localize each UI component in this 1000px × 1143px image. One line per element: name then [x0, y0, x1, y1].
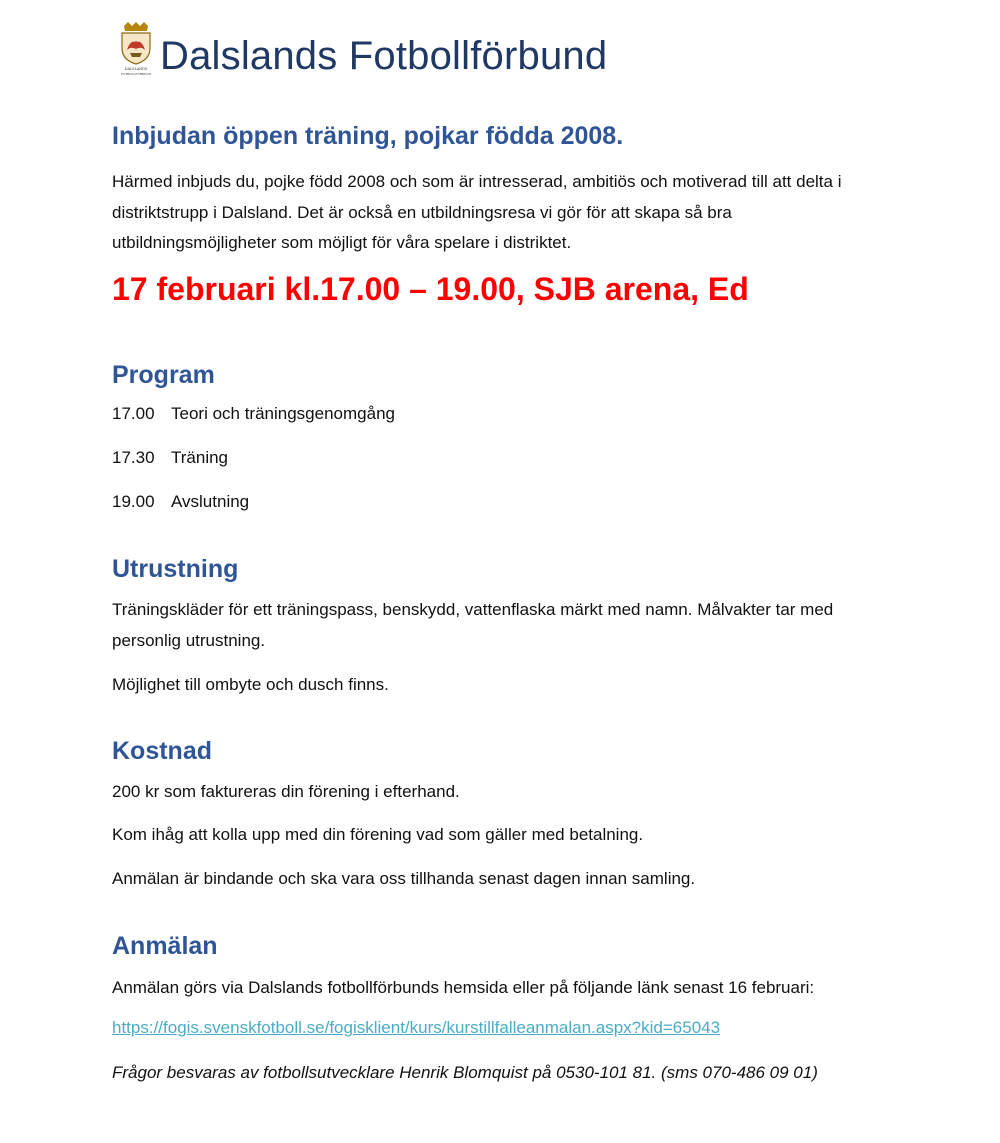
program-item-time: 17.00	[112, 404, 155, 423]
program-item-text: Avslutning	[171, 492, 250, 511]
invitation-heading: Inbjudan öppen träning, pojkar födda 2008.	[112, 122, 624, 150]
cost-heading: Kostnad	[112, 737, 212, 765]
contact-note: Frågor besvaras av fotbollsutvecklare Henrik Blomquist på 0530-101 81. (sms 070-486 09 01)	[112, 1063, 818, 1082]
dalslands-crest-logo	[116, 22, 156, 76]
registration-link[interactable]: https://fogis.svenskfotboll.se/fogisklient/kurs/kurstillfalleanmalan.aspx?kid=65043	[112, 1018, 721, 1037]
event-date-location: 17 februari kl.17.00 – 19.00, SJB arena, Ed	[112, 271, 749, 307]
program-item	[112, 492, 249, 512]
program-item-time: 17.30	[112, 448, 155, 467]
cost-amount-text: 200 kr som faktureras din förening i efterhand.	[112, 782, 460, 801]
svg-text:FOTBOLLFÖRBUND: FOTBOLLFÖRBUND	[121, 72, 151, 76]
registration-heading: Anmälan	[112, 932, 218, 960]
program-item-text: Träning	[171, 448, 229, 467]
registration-text: Anmälan görs via Dalslands fotbollförbunds hemsida eller på följande länk senast 16 februari:	[112, 978, 815, 997]
program-item	[112, 404, 395, 424]
program-item-text: Teori och träningsgenomgång	[171, 404, 395, 423]
equipment-heading: Utrustning	[112, 555, 239, 583]
program-item-time: 19.00	[112, 492, 155, 511]
organization-title: Dalslands Fotbollförbund	[160, 34, 608, 78]
svg-text:DALSLANDS: DALSLANDS	[124, 67, 148, 71]
program-heading: Program	[112, 361, 215, 389]
program-item	[112, 448, 228, 468]
invitation-body: Härmed inbjuds du, pojke född 2008 och som är intresserad, ambitiös och motiverad till att delta i distriktstrupp i Dalsland. Det är också en utbildningsresa vi gör för att skapa så bra utbildningsmöjligheter som möjligt för våra spelare i distriktet.	[112, 172, 842, 252]
facilities-text: Möjlighet till ombyte och dusch finns.	[112, 675, 389, 694]
equipment-text: Träningskläder för ett träningspass, benskydd, vattenflaska märkt med namn. Målvakter tar med personlig utrustning.	[112, 600, 834, 650]
cost-binding-text: Anmälan är bindande och ska vara oss tillhanda senast dagen innan samling.	[112, 869, 696, 888]
cost-payment-text: Kom ihåg att kolla upp med din förening vad som gäller med betalning.	[112, 825, 644, 844]
